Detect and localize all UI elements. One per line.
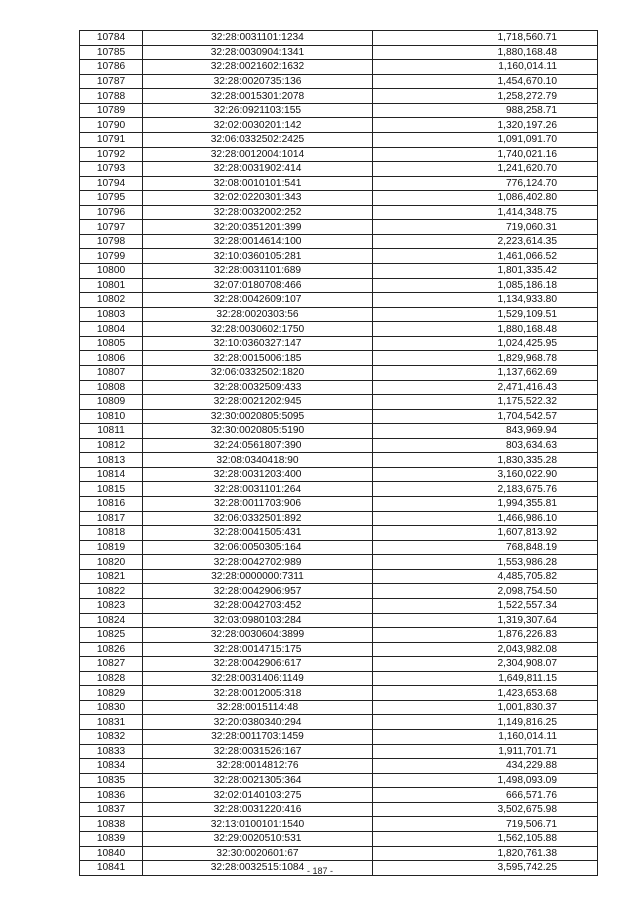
amount-cell: 1,241,620.70 xyxy=(373,162,598,177)
cadastral-number-cell: 32:28:0032002:252 xyxy=(143,205,373,220)
cadastral-number-cell: 32:28:0031101:264 xyxy=(143,482,373,497)
row-number-cell: 10787 xyxy=(80,74,143,89)
table-row xyxy=(80,176,598,191)
table-row xyxy=(80,817,598,832)
table-row xyxy=(80,191,598,206)
cadastral-number-cell: 32:28:0031902:414 xyxy=(143,162,373,177)
amount-cell: 1,001,830.37 xyxy=(373,700,598,715)
amount-cell: 1,704,542.57 xyxy=(373,409,598,424)
row-number-cell: 10832 xyxy=(80,730,143,745)
table-row xyxy=(80,293,598,308)
cadastral-number-cell: 32:28:0042703:452 xyxy=(143,598,373,613)
table-row xyxy=(80,686,598,701)
table-row xyxy=(80,744,598,759)
cadastral-number-cell: 32:30:0020805:5095 xyxy=(143,409,373,424)
cadastral-number-cell: 32:28:0042906:957 xyxy=(143,584,373,599)
cadastral-number-cell: 32:28:0032515:1084 xyxy=(143,861,373,876)
cadastral-number-cell: 32:28:0030904:1341 xyxy=(143,45,373,60)
row-number-cell: 10796 xyxy=(80,205,143,220)
cadastral-number-cell: 32:28:0014614:100 xyxy=(143,234,373,249)
row-number-cell: 10834 xyxy=(80,759,143,774)
cadastral-number-cell: 32:28:0031526:167 xyxy=(143,744,373,759)
row-number-cell: 10785 xyxy=(80,45,143,60)
row-number-cell: 10791 xyxy=(80,132,143,147)
cadastral-number-cell: 32:28:0021202:945 xyxy=(143,395,373,410)
amount-cell: 4,485,705.82 xyxy=(373,569,598,584)
row-number-cell: 10795 xyxy=(80,191,143,206)
cadastral-number-cell: 32:28:0015006:185 xyxy=(143,351,373,366)
table-row xyxy=(80,205,598,220)
cadastral-number-cell: 32:28:0011703:906 xyxy=(143,497,373,512)
table-row xyxy=(80,613,598,628)
row-number-cell: 10805 xyxy=(80,336,143,351)
row-number-cell: 10819 xyxy=(80,540,143,555)
table-row xyxy=(80,584,598,599)
amount-cell: 1,880,168.48 xyxy=(373,45,598,60)
cadastral-number-cell: 32:02:0030201:142 xyxy=(143,118,373,133)
row-number-cell: 10788 xyxy=(80,89,143,104)
amount-cell: 3,502,675.98 xyxy=(373,802,598,817)
row-number-cell: 10798 xyxy=(80,234,143,249)
row-number-cell: 10835 xyxy=(80,773,143,788)
cadastral-number-cell: 32:20:0351201:399 xyxy=(143,220,373,235)
cadastral-number-cell: 32:28:0012004:1014 xyxy=(143,147,373,162)
data-table xyxy=(79,30,598,876)
cadastral-number-cell: 32:28:0014715:175 xyxy=(143,642,373,657)
amount-cell: 1,175,522.32 xyxy=(373,395,598,410)
cadastral-number-cell: 32:28:0015301:2078 xyxy=(143,89,373,104)
amount-cell: 2,471,416.43 xyxy=(373,380,598,395)
cadastral-number-cell: 32:28:0020735:136 xyxy=(143,74,373,89)
row-number-cell: 10786 xyxy=(80,60,143,75)
table-row xyxy=(80,103,598,118)
row-number-cell: 10801 xyxy=(80,278,143,293)
table-row xyxy=(80,132,598,147)
table-row xyxy=(80,642,598,657)
table-body xyxy=(80,31,598,876)
row-number-cell: 10804 xyxy=(80,322,143,337)
cadastral-number-cell: 32:13:0100101:1540 xyxy=(143,817,373,832)
table-row xyxy=(80,409,598,424)
row-number-cell: 10802 xyxy=(80,293,143,308)
table-row xyxy=(80,598,598,613)
cadastral-number-cell: 32:28:0031406:1149 xyxy=(143,671,373,686)
row-number-cell: 10792 xyxy=(80,147,143,162)
cadastral-number-cell: 32:28:0015114:48 xyxy=(143,700,373,715)
amount-cell: 2,223,614.35 xyxy=(373,234,598,249)
cadastral-number-cell: 32:28:0031220:416 xyxy=(143,802,373,817)
row-number-cell: 10807 xyxy=(80,365,143,380)
amount-cell: 719,060.31 xyxy=(373,220,598,235)
table-row xyxy=(80,234,598,249)
cadastral-number-cell: 32:28:0011703:1459 xyxy=(143,730,373,745)
cadastral-number-cell: 32:28:0031101:1234 xyxy=(143,31,373,46)
amount-cell: 776,124.70 xyxy=(373,176,598,191)
cadastral-number-cell: 32:28:0014812:76 xyxy=(143,759,373,774)
cadastral-number-cell: 32:28:0021602:1632 xyxy=(143,60,373,75)
amount-cell: 1,994,355.81 xyxy=(373,497,598,512)
row-number-cell: 10836 xyxy=(80,788,143,803)
amount-cell: 1,085,186.18 xyxy=(373,278,598,293)
cadastral-number-cell: 32:28:0032509:433 xyxy=(143,380,373,395)
table-row xyxy=(80,60,598,75)
row-number-cell: 10789 xyxy=(80,103,143,118)
table-row xyxy=(80,424,598,439)
amount-cell: 843,969.94 xyxy=(373,424,598,439)
amount-cell: 1,829,968.78 xyxy=(373,351,598,366)
table-row xyxy=(80,351,598,366)
cadastral-number-cell: 32:02:0220301:343 xyxy=(143,191,373,206)
table-row xyxy=(80,759,598,774)
table-row xyxy=(80,278,598,293)
cadastral-number-cell: 32:06:0332502:1820 xyxy=(143,365,373,380)
row-number-cell: 10841 xyxy=(80,861,143,876)
row-number-cell: 10823 xyxy=(80,598,143,613)
amount-cell: 1,649,811.15 xyxy=(373,671,598,686)
cadastral-number-cell: 32:28:0030602:1750 xyxy=(143,322,373,337)
row-number-cell: 10799 xyxy=(80,249,143,264)
amount-cell: 1,258,272.79 xyxy=(373,89,598,104)
cadastral-number-cell: 32:28:0020303:56 xyxy=(143,307,373,322)
row-number-cell: 10827 xyxy=(80,657,143,672)
table-row xyxy=(80,118,598,133)
amount-cell: 988,258.71 xyxy=(373,103,598,118)
table-row xyxy=(80,249,598,264)
table-row xyxy=(80,657,598,672)
table-row xyxy=(80,540,598,555)
cadastral-number-cell: 32:07:0180708:466 xyxy=(143,278,373,293)
table-row xyxy=(80,438,598,453)
table-row xyxy=(80,74,598,89)
row-number-cell: 10820 xyxy=(80,555,143,570)
cadastral-number-cell: 32:30:0020805:5190 xyxy=(143,424,373,439)
table-row xyxy=(80,45,598,60)
row-number-cell: 10797 xyxy=(80,220,143,235)
amount-cell: 1,830,335.28 xyxy=(373,453,598,468)
cadastral-number-cell: 32:20:0380340:294 xyxy=(143,715,373,730)
cadastral-number-cell: 32:10:0360327:147 xyxy=(143,336,373,351)
row-number-cell: 10839 xyxy=(80,831,143,846)
amount-cell: 768,848.19 xyxy=(373,540,598,555)
table-row xyxy=(80,497,598,512)
cadastral-number-cell: 32:06:0050305:164 xyxy=(143,540,373,555)
table-row xyxy=(80,264,598,279)
amount-cell: 1,137,662.69 xyxy=(373,365,598,380)
amount-cell: 1,880,168.48 xyxy=(373,322,598,337)
amount-cell: 666,571.76 xyxy=(373,788,598,803)
amount-cell: 434,229.88 xyxy=(373,759,598,774)
row-number-cell: 10828 xyxy=(80,671,143,686)
amount-cell: 1,529,109.51 xyxy=(373,307,598,322)
cadastral-number-cell: 32:28:0000000:7311 xyxy=(143,569,373,584)
table-row xyxy=(80,307,598,322)
row-number-cell: 10803 xyxy=(80,307,143,322)
row-number-cell: 10833 xyxy=(80,744,143,759)
amount-cell: 1,319,307.64 xyxy=(373,613,598,628)
table-row xyxy=(80,482,598,497)
table-row xyxy=(80,831,598,846)
row-number-cell: 10840 xyxy=(80,846,143,861)
table-row xyxy=(80,380,598,395)
row-number-cell: 10800 xyxy=(80,264,143,279)
cadastral-number-cell: 32:26:0921103:155 xyxy=(143,103,373,118)
table-row xyxy=(80,453,598,468)
row-number-cell: 10809 xyxy=(80,395,143,410)
row-number-cell: 10814 xyxy=(80,467,143,482)
amount-cell: 1,091,091.70 xyxy=(373,132,598,147)
amount-cell: 2,183,675.76 xyxy=(373,482,598,497)
table-row xyxy=(80,628,598,643)
row-number-cell: 10790 xyxy=(80,118,143,133)
table-row xyxy=(80,802,598,817)
amount-cell: 1,498,093.09 xyxy=(373,773,598,788)
amount-cell: 1,160,014.11 xyxy=(373,60,598,75)
amount-cell: 1,740,021.16 xyxy=(373,147,598,162)
row-number-cell: 10837 xyxy=(80,802,143,817)
cadastral-number-cell: 32:28:0031101:689 xyxy=(143,264,373,279)
row-number-cell: 10830 xyxy=(80,700,143,715)
amount-cell: 2,098,754.50 xyxy=(373,584,598,599)
amount-cell: 1,134,933.80 xyxy=(373,293,598,308)
amount-cell: 1,801,335.42 xyxy=(373,264,598,279)
cadastral-number-cell: 32:28:0042906:617 xyxy=(143,657,373,672)
table-row xyxy=(80,31,598,46)
row-number-cell: 10806 xyxy=(80,351,143,366)
table-row xyxy=(80,322,598,337)
cadastral-number-cell: 32:28:0042609:107 xyxy=(143,293,373,308)
table-row xyxy=(80,336,598,351)
row-number-cell: 10817 xyxy=(80,511,143,526)
row-number-cell: 10824 xyxy=(80,613,143,628)
cadastral-number-cell: 32:06:0332501:892 xyxy=(143,511,373,526)
table-row xyxy=(80,395,598,410)
cadastral-number-cell: 32:24:0561807:390 xyxy=(143,438,373,453)
row-number-cell: 10825 xyxy=(80,628,143,643)
amount-cell: 1,876,226.83 xyxy=(373,628,598,643)
table-row xyxy=(80,788,598,803)
row-number-cell: 10811 xyxy=(80,424,143,439)
table-row xyxy=(80,671,598,686)
amount-cell: 719,506.71 xyxy=(373,817,598,832)
amount-cell: 1,423,653.68 xyxy=(373,686,598,701)
cadastral-number-cell: 32:30:0020601:67 xyxy=(143,846,373,861)
row-number-cell: 10812 xyxy=(80,438,143,453)
amount-cell: 2,043,982.08 xyxy=(373,642,598,657)
row-number-cell: 10784 xyxy=(80,31,143,46)
table-row xyxy=(80,162,598,177)
amount-cell: 1,149,816.25 xyxy=(373,715,598,730)
amount-cell: 1,820,761.38 xyxy=(373,846,598,861)
cadastral-number-cell: 32:28:0012005:318 xyxy=(143,686,373,701)
cadastral-number-cell: 32:08:0340418:90 xyxy=(143,453,373,468)
amount-cell: 1,454,670.10 xyxy=(373,74,598,89)
table-row xyxy=(80,569,598,584)
row-number-cell: 10815 xyxy=(80,482,143,497)
amount-cell: 1,086,402.80 xyxy=(373,191,598,206)
table-row xyxy=(80,89,598,104)
amount-cell: 1,607,813.92 xyxy=(373,526,598,541)
table-row xyxy=(80,220,598,235)
row-number-cell: 10816 xyxy=(80,497,143,512)
row-number-cell: 10813 xyxy=(80,453,143,468)
row-number-cell: 10821 xyxy=(80,569,143,584)
amount-cell: 3,595,742.25 xyxy=(373,861,598,876)
amount-cell: 1,911,701.71 xyxy=(373,744,598,759)
row-number-cell: 10831 xyxy=(80,715,143,730)
row-number-cell: 10794 xyxy=(80,176,143,191)
table-row xyxy=(80,773,598,788)
amount-cell: 803,634.63 xyxy=(373,438,598,453)
page-number: - 187 - xyxy=(306,866,333,876)
row-number-cell: 10829 xyxy=(80,686,143,701)
cadastral-number-cell: 32:28:0042702:989 xyxy=(143,555,373,570)
table-row xyxy=(80,700,598,715)
amount-cell: 1,553,986.28 xyxy=(373,555,598,570)
table-row xyxy=(80,555,598,570)
amount-cell: 2,304,908.07 xyxy=(373,657,598,672)
amount-cell: 1,562,105.88 xyxy=(373,831,598,846)
amount-cell: 1,466,986.10 xyxy=(373,511,598,526)
row-number-cell: 10793 xyxy=(80,162,143,177)
row-number-cell: 10826 xyxy=(80,642,143,657)
table-row xyxy=(80,365,598,380)
cadastral-number-cell: 32:02:0140103:275 xyxy=(143,788,373,803)
row-number-cell: 10818 xyxy=(80,526,143,541)
amount-cell: 1,461,066.52 xyxy=(373,249,598,264)
cadastral-number-cell: 32:29:0020510:531 xyxy=(143,831,373,846)
amount-cell: 1,522,557.34 xyxy=(373,598,598,613)
cadastral-number-cell: 32:06:0332502:2425 xyxy=(143,132,373,147)
cadastral-number-cell: 32:28:0030604:3899 xyxy=(143,628,373,643)
amount-cell: 1,024,425.95 xyxy=(373,336,598,351)
amount-cell: 1,160,014.11 xyxy=(373,730,598,745)
amount-cell: 1,718,560.71 xyxy=(373,31,598,46)
table-row xyxy=(80,511,598,526)
table-row xyxy=(80,526,598,541)
cadastral-number-cell: 32:10:0360105:281 xyxy=(143,249,373,264)
row-number-cell: 10810 xyxy=(80,409,143,424)
cadastral-number-cell: 32:28:0041505:431 xyxy=(143,526,373,541)
table-row xyxy=(80,730,598,745)
row-number-cell: 10808 xyxy=(80,380,143,395)
row-number-cell: 10822 xyxy=(80,584,143,599)
table-row xyxy=(80,715,598,730)
cadastral-number-cell: 32:03:0980103:284 xyxy=(143,613,373,628)
row-number-cell: 10838 xyxy=(80,817,143,832)
amount-cell: 1,320,197.26 xyxy=(373,118,598,133)
amount-cell: 1,414,348.75 xyxy=(373,205,598,220)
cadastral-number-cell: 32:28:0031203:400 xyxy=(143,467,373,482)
table-row xyxy=(80,467,598,482)
table-row xyxy=(80,147,598,162)
cadastral-number-cell: 32:08:0010101:541 xyxy=(143,176,373,191)
cadastral-number-cell: 32:28:0021305:364 xyxy=(143,773,373,788)
amount-cell: 3,160,022.90 xyxy=(373,467,598,482)
table-row xyxy=(80,846,598,861)
